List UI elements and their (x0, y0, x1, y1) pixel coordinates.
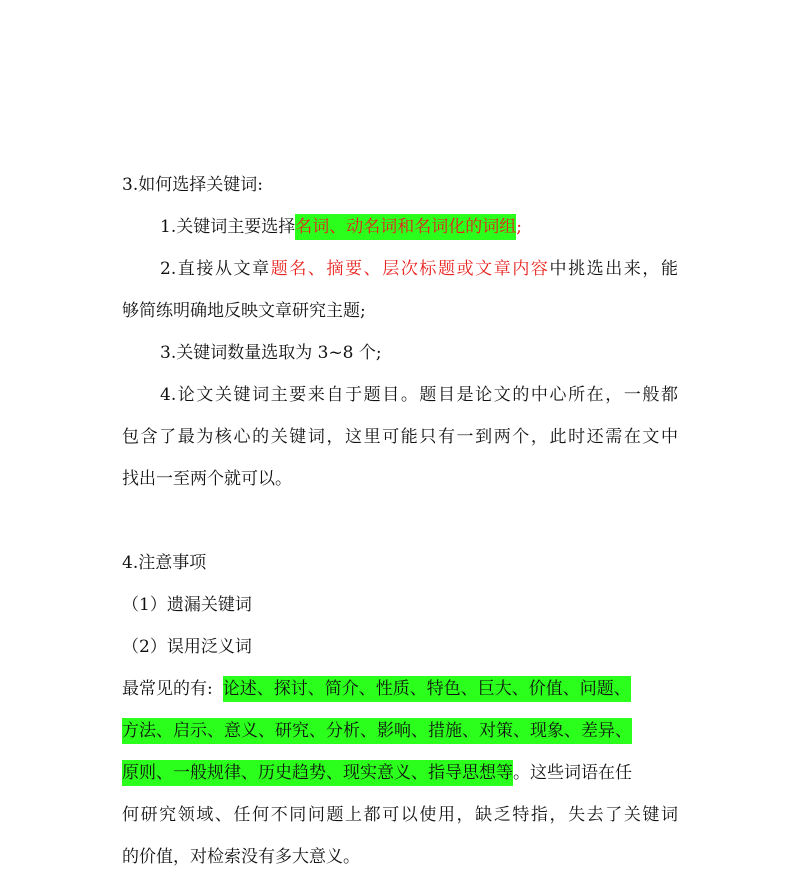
item1-prefix: 1.关键词主要选择 (160, 217, 296, 237)
common-words-line5: 的价值，对检索没有多大意义。 (122, 847, 360, 867)
section4-item2: （2）误用泛义词 (122, 637, 252, 657)
section3-item1 (160, 214, 522, 240)
common-words-line2 (122, 718, 632, 744)
common-words-line3 (122, 760, 632, 786)
common-highlight-3: 原则、一般规律、历史趋势、现实意义、指导思想等 (122, 760, 513, 786)
item1-suffix: ; (516, 217, 522, 237)
common-words-line4: 何研究领域、任何不同问题上都可以使用，缺乏特指，失去了关键词 (122, 805, 678, 825)
section3-item4-line3: 找出一至两个就可以。 (122, 469, 292, 489)
common-label: 最常见的有: (122, 679, 213, 699)
common-highlight-1: 论述、探讨、简介、性质、特色、巨大、价值、问题、 (223, 676, 631, 702)
section3-item4-line1: 4.论文关键词主要来自于题目。题目是论文的中心所在，一般都 (160, 385, 678, 405)
item1-highlight: 名词、动名词和名词化的词组 (295, 214, 516, 240)
common-highlight-2: 方法、启示、意义、研究、分析、影响、措施、对策、现象、差异、 (122, 718, 632, 744)
section3-item2-line1 (160, 256, 678, 282)
common-tail-3: 。这些词语在任 (513, 763, 632, 783)
item2-red-text: 题名、摘要、层次标题或文章内容 (270, 259, 550, 279)
section4-item1: （1）遗漏关键词 (122, 595, 252, 615)
section4-heading: 4.注意事项 (122, 553, 207, 573)
section3-heading: 3.如何选择关键词: (122, 175, 263, 195)
item2-prefix: 2.直接从文章 (160, 259, 271, 279)
section3-item4-line2: 包含了最为核心的关键词，这里可能只有一到两个，此时还需在文中 (122, 427, 678, 447)
item2-suffix: 中挑选出来，能 (549, 259, 679, 279)
common-words-line1 (122, 676, 631, 702)
section3-item3: 3.关键词数量选取为 3~8 个; (160, 343, 382, 363)
section3-item2-line2: 够简练明确地反映文章研究主题; (122, 301, 366, 321)
